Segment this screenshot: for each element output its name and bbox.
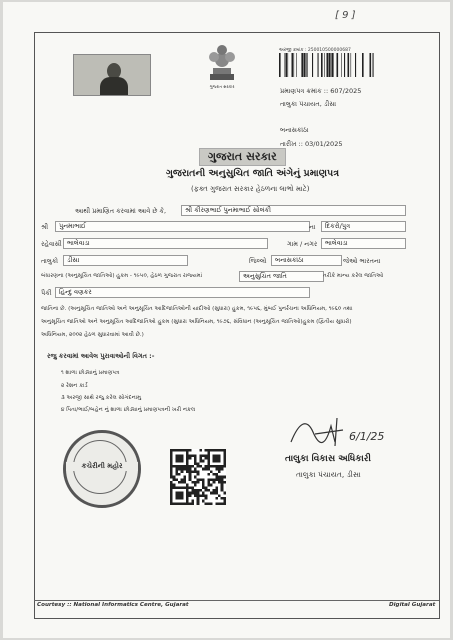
signatory-designation: તાલુકા વિકાસ અધિકારી [285, 454, 372, 464]
document-item-3: ૩ અરજી સાથે રજુ કરેલ સોગંદનામુ [61, 395, 142, 401]
svg-text:6/1/25: 6/1/25 [349, 430, 385, 443]
certificate-subtitle: (ફક્ત ગુજરાત સરકાર હેઠળના લાભો માટે) [191, 185, 310, 193]
certificate-title: ગુજરાતની અનુસુચિત જાતિ અંગેનું પ્રમાણપત્ર [166, 168, 340, 179]
barcode-image [279, 53, 374, 77]
father-name-field: પુનમાભાઈ [55, 221, 310, 232]
intro-text: આથી પ્રમાણિત કરવામાં આવે છે કે, [75, 207, 167, 215]
taluka-field: ડીસા [63, 255, 188, 266]
documents-heading: રજુ કરવામાં આવેલ પુરાવાઓની વિગત :- [47, 352, 155, 360]
caste-field: હિન્દુ વણકર [55, 287, 310, 298]
emblem-caption: ગુજરાત સરકાર [209, 84, 235, 89]
village-town-label: ગામ / નગર [287, 240, 318, 248]
district-name: બનાસકાંઠા [280, 126, 309, 134]
category-field: અનુસુચિત જાતિ [239, 271, 324, 282]
state-label: જેઓ ભારતના [343, 257, 381, 265]
caste-label: પૈકી [41, 289, 52, 297]
residence-label: રહેવાસી [41, 240, 62, 248]
relation-label: ના [309, 223, 316, 231]
village-town-field: ભાલેવાડા [321, 238, 406, 249]
handwritten-page-number: [ 9 ] [335, 10, 356, 21]
para-line-1: જાતિના છે. (અનુસૂચિત જાતિઓ અને અનુસૂચિત આદિજાતિઓની યાદીઓ (સુધારા) હુકમ, ૧૯૫૬, મુંબઈ પુનર્રચના અધિનિયમ, ૧૯૬૦ તથા [41, 306, 353, 312]
officer-signature [285, 412, 395, 454]
para-line-3: અધિનિયમ, ૨૦૦૨ હેઠળ સુધારવામાં આવી છે.) [41, 332, 144, 338]
salutation-label: શ્રી [41, 223, 49, 231]
relation-field: દિકરો/પુત્ર [321, 221, 406, 232]
recognized-text: તરીકે માન્ય કરેલ જાતિઓ [323, 273, 384, 279]
footer-divider [34, 600, 439, 601]
footer-courtesy: Courtesy :: National Informatics Centre, Gujarat [37, 602, 189, 608]
certificate-date: તારીખ :: 03/01/2025 [280, 140, 343, 148]
applicant-name-field: શ્રી કીરણભાઈ પુનમાભાઈ સોલંકી [181, 205, 406, 216]
application-number: અરજી ક્રમાંક : 250010500000687 [279, 48, 351, 53]
scanned-page [3, 2, 450, 638]
taluka-label: તાલુકો [41, 257, 59, 265]
district-field: બનાસકાંઠા [271, 255, 342, 266]
document-item-1: ૧ શાળા છોડ્યાનું પ્રમાણપત્ર [61, 370, 120, 376]
government-heading: ગુજરાત સરકાર [199, 148, 286, 166]
state-emblem-icon [201, 40, 243, 84]
document-item-4: ૪ પિતા/ભાઈ/બહેન નું શાળા છોડ્યાનું પ્રમાણપત્રની ખરી નકલ [61, 407, 196, 413]
certificate-number: પ્રમાણપત્ર ક્રમાંક :: 607/2025 [280, 87, 362, 95]
qr-code-image [170, 449, 226, 505]
document-item-2: ૨ રેશન કાર્ડ [61, 383, 88, 389]
district-label: જિલ્લો [249, 257, 267, 265]
act-text: બંધારણના (અનુસૂચિત જાતિઓ) હુકમ - ૧૯૫૦, હેઠળ ગુજરાત રાજ્યમાં [41, 273, 203, 279]
applicant-photo [73, 54, 151, 96]
office-seal: કચેરીની મહોર [63, 430, 141, 508]
village-field: ભાલેવાડા [63, 238, 268, 249]
issuing-office: તાલુકા પંચાયત, ડીસા [280, 100, 337, 108]
para-line-2: અનુસૂચિત જાતિઓ અને અનુસૂચિત આદિજાતિઓ હુકમ (સુધારા અધિનિયમ, ૧૯૭૬, સંવિધાન (અનુસૂચિત જાતિઓ)હુકમ (દ્વિતીય સુધારો) [41, 319, 352, 325]
signatory-office: તાલુકા પંચાયત, ડીસા [296, 470, 361, 479]
footer-brand: Digital Gujarat [389, 602, 436, 608]
